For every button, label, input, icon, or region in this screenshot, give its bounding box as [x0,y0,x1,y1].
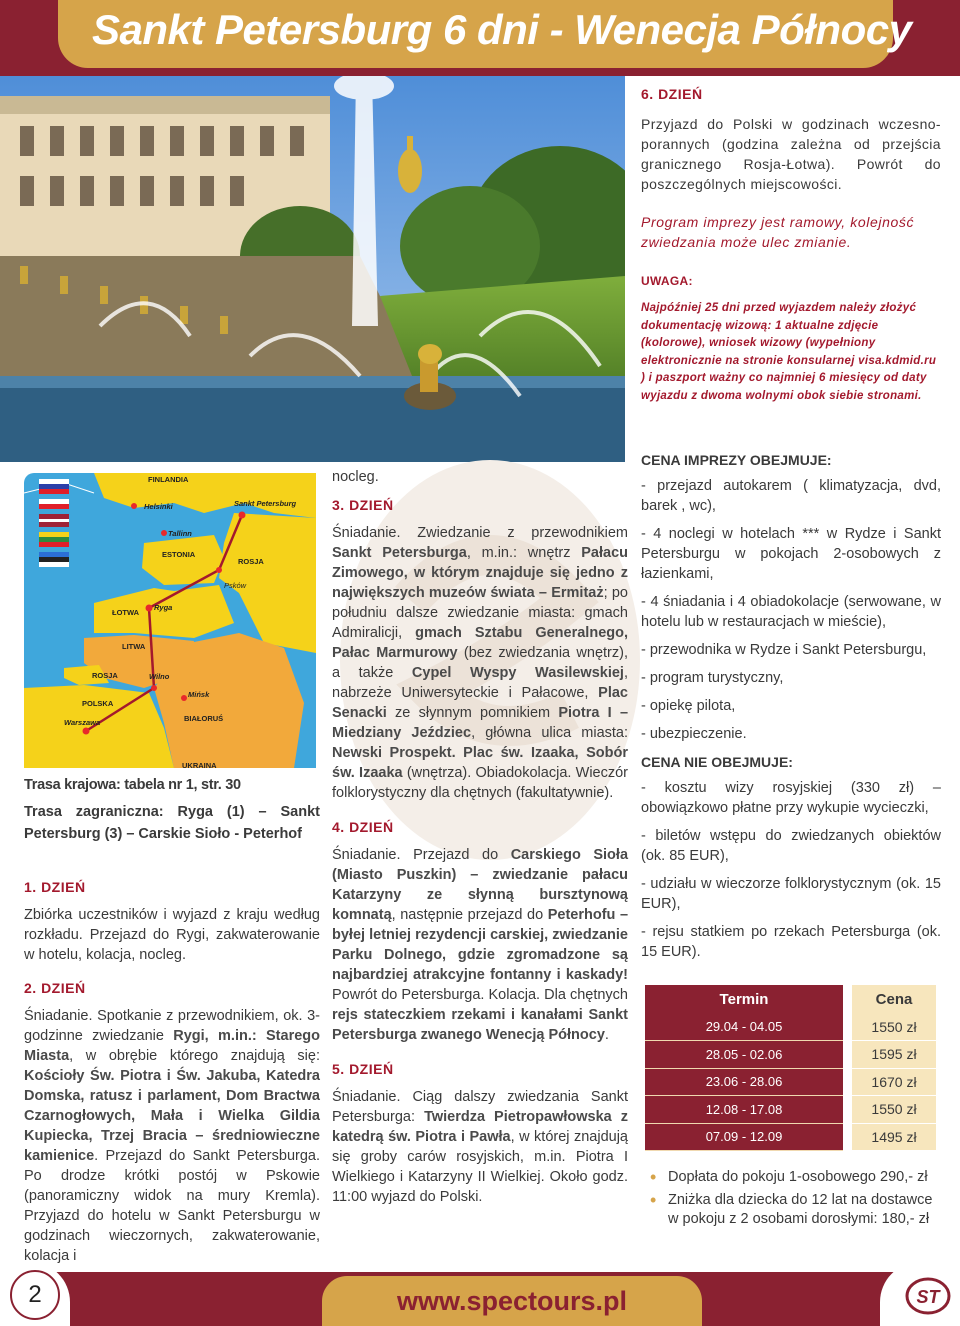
day3-highlight: Cypel Wyspy Wasilewskiej [411,665,624,681]
cena-nie-obejmuje-item: - biletów wstępu do zwiedzanych obiektów (ok. 85 EUR), [641,828,941,864]
price-table-header [645,986,936,1014]
extras-item-text: Dopłata do pokoju 1-osobowego 290,- zł [668,1169,928,1185]
uwaga-heading: UWAGA: [641,274,693,288]
day1-text: Zbiórka uczestników i wyjazd z kraju według rozkładu. Przejazd do Rygi, zakwaterowanie w hotelu, kolacja, nocleg. [24,907,320,963]
cena-nie-obejmuje-item: - kosztu wizy rosyjskiej (330 zł) – obowiązkowo płatne przy wykupie wycieczki, [641,780,941,816]
spectours-logo-icon [905,1276,951,1316]
price-table-price: 1550 zł [852,1096,936,1124]
day3-highlight: gmach Sztabu Generalnego, Pałac Marmurowy [332,625,628,661]
map-label-bialorus: BIAŁORUŚ [184,714,224,723]
peterhof-fountains-photo [0,76,625,462]
day2-heading: 2. DZIEŃ [24,980,86,996]
price-table-price: 1670 zł [852,1069,936,1097]
map-label-wilno: Wilno [149,672,170,681]
cena-obejmuje-item: - przejazd autokarem ( klimatyzacja, dvd, barek , wc), [641,478,941,514]
day4-highlight: Carskiego Sioła (Miasto Puszkin) – zwiedzanie pałacu Katarzyny ze słynną bursztynową komnatą [332,847,629,923]
uwaga-text: Najpóźniej 25 dni przed wyjazdem należy złożyć dokumentację wizową: 1 aktualne zdjęcie (kolorowe), wniosek wizowy (wypełniony elektronicznie na stronie konsularnej visa.kdmid.ru ) i paszport ważny co najmniej 6 miesięcy od daty wyjazdu z dwoma wolnymi obok siebie stronami. [641,302,937,402]
day3-text-part: (wnętrza). Obiadokolacja. Wieczór folklorystyczny dla chętnych (fakultatywnie). [332,765,628,801]
middle-column [332,467,628,1207]
page-title: Sankt Petersburg 6 dni - Wenecja Północy [92,6,912,53]
price-info-column [641,452,941,962]
day3-highlight: Plac Senacki [332,685,628,721]
day2-text [24,1006,320,1266]
price-table-row [645,1041,936,1069]
map-label-finlandia: FINLANDIA [148,475,189,484]
cena-nie-obejmuje-heading: CENA NIE OBEJMUJE: [641,754,793,770]
map-label-tallinn: Tallinn [168,529,192,538]
map-label-polska: POLSKA [82,699,114,708]
logo-text: ST [916,1287,940,1307]
price-table-term-header: Termin [645,985,843,1015]
day6-heading: 6. DZIEŃ [641,86,703,102]
website-link[interactable]: www.spectours.pl [322,1276,702,1326]
day1-heading: 1. DZIEŃ [24,879,86,895]
day2-text-part: Śniadanie. Spotkanie z przewodnikiem, ok. 3-godzinne zwiedzanie [24,1008,320,1044]
cena-nie-obejmuje-item: - udziału w wieczorze folklorystycznym (ok. 15 EUR), [641,876,941,912]
day4-text-part: Powrót do Petersburga. Kolacja. Dla chętnych [332,987,628,1003]
day5-heading: 5. DZIEŃ [332,1061,394,1077]
day4-text-part: . [604,1027,609,1043]
day2-highlight: Rygi, m.in.: Starego Miasta [24,1028,320,1064]
left-column [24,777,320,1266]
day5-highlight: Twierdza Pietropawłowska z katedrą św. Piotra i Pawła [332,1109,628,1145]
day4-highlight: Peterhofu – byłej letniej rezydencji carskiej, zwiedzanie Parku Dolnego, gdzie zgromadzone są najbardziej atrakcyjne fontanny i kaskady! [332,907,629,983]
price-table-term: 12.08 - 17.08 [645,1096,843,1124]
day4-text-part: Śniadanie. Przejazd do [332,847,511,863]
day5-text-part: Śniadanie. Ciąg dalszy zwiedzania Sankt Petersburga: [332,1089,628,1125]
price-table-price: 1550 zł [852,1014,936,1042]
map-label-lotwa: ŁOTWA [112,608,140,617]
day3-text-part: (bez zwiedzania wnętrz), a także [332,645,628,681]
price-table-term: 23.06 - 28.06 [645,1069,843,1097]
extras-item [650,1191,942,1229]
day4-text [332,845,628,1045]
day3-heading: 3. DZIEŃ [332,497,394,513]
day4-text-part: , następnie przejazd do [391,907,548,923]
day3-text-part: ; po południu dalsze zwiedzanie miasta: gmach Admiralicji, [332,585,629,641]
trasa-krajowa: Trasa krajowa: tabela nr 1, str. 30 [24,777,241,793]
day3-highlight: Pałacu Zimowego, w którym znajduje się jedno z największych muzeów świata – Ermitaż [332,545,628,601]
price-table-price: 1595 zł [852,1041,936,1069]
cena-obejmuje-item: - opiekę pilota, [641,698,736,714]
price-table-term: 28.05 - 02.06 [645,1041,843,1069]
extras-item-text: Zniżka dla dziecka do 12 lat na dostawce w pokoju z 2 osobami dorosłymi: 180,- zł [668,1192,933,1227]
day3-highlight: Sankt Petersburga [332,545,467,561]
map-label-sankt-petersburg: Sankt Petersburg [234,499,297,508]
map-label-estonia: ESTONIA [162,550,196,559]
day3-text-part: , główna ulica miasta: [471,725,629,741]
route-map [24,473,316,768]
day3-highlight: Newski Prospekt. Plac św. Izaaka, Sobór św. Izaaka [332,745,628,781]
extras-item [650,1168,942,1187]
price-table [645,986,936,1151]
map-label-rosja-west: ROSJA [92,671,118,680]
day3-text-part: , nabrzeże Uniwersyteckie i Pałacowe, [332,665,628,701]
program-note: Program imprezy jest ramowy, kolejność zwiedzania może ulec zmianie. [641,214,915,250]
day3-text [332,523,628,803]
price-table-term: 07.09 - 12.09 [645,1124,843,1152]
map-label-pskow: Psków [224,581,247,590]
page-number: 2 [10,1270,60,1320]
price-table-term: 29.04 - 04.05 [645,1014,843,1042]
cena-obejmuje-item: - 4 noclegi w hotelach *** w Rydze i Sankt Petersburgu w pokojach 2-osobowych z łazienkami, [641,526,941,582]
map-label-helsinki: Helsinki [144,502,173,511]
map-label-warszawa: Warszawa [64,718,101,727]
day4-heading: 4. DZIEŃ [332,819,394,835]
price-table-row [645,1014,936,1042]
day6-section [641,86,941,405]
cena-obejmuje-item: - ubezpieczenie. [641,726,747,742]
day2-text-part: , w obrębie którego znajdują się: [69,1048,320,1064]
extras-list [650,1168,942,1233]
price-table-row [645,1124,936,1152]
cena-nie-obejmuje-item: - rejsu statkiem po rzekach Petersburga (ok. 15 EUR). [641,924,941,960]
day2-highlight: Kościoły Św. Piotra i Św. Jakuba, Katedra Domska, ratusz i parlament, Dom Bractwa Czarnogłowych, Mała i Wielka Gildia Kupiecka, Trzej Bracia – średniowieczne kamienice [24,1068,320,1164]
day3-text-part: ze słynnym pomnikiem [386,705,559,721]
day4-highlight: rejs stateczkiem rzekami i kanałami Sankt Petersburga zwanego Wenecją Północy [332,1007,628,1043]
day3-highlight: Piotra I – Miedziany Jeździec [332,705,629,741]
price-table-price: 1495 zł [852,1124,936,1152]
map-label-ryga: Ryga [154,603,173,612]
bullet-icon: • [650,1167,657,1187]
day5-text [332,1087,628,1207]
cena-obejmuje-item: - przewodnika w Rydze i Sankt Petersburgu, [641,642,927,658]
cena-obejmuje-item: - 4 śniadania i 4 obiadokolacje (serwowane, w hotelu lub w restauracjach w mieście), [641,594,941,630]
map-label-litwa: LITWA [122,642,146,651]
price-table-price-header: Cena [852,985,936,1015]
price-table-row [645,1096,936,1124]
map-label-minsk: Mińsk [188,690,210,699]
map-label-ukraina: UKRAINA [182,761,217,768]
day2-continuation: nocleg. [332,469,379,485]
cena-obejmuje-heading: CENA IMPREZY OBEJMUJE: [641,452,832,468]
trasa-zagraniczna: Trasa zagraniczna: Ryga (1) – Sankt Petersburg (3) – Carskie Sioło - Peterhof [24,804,320,842]
map-label-rosja-east: ROSJA [238,557,264,566]
cena-obejmuje-item: - program turystyczny, [641,670,784,686]
day3-text-part: Śniadanie. Zwiedzanie z przewodnikiem [332,525,628,541]
day3-text-part: , m.in.: wnętrz [466,545,582,561]
day6-text: Przyjazd do Polski w godzinach wczesno-porannych (godzina zależna od przejścia granicznego Rosja-Łotwa). Powrót do poszczególnych miejscowości. [641,116,941,192]
bullet-icon: • [650,1190,657,1210]
day5-text-part: , w której znajdują się groby carów rosyjskich, m.in. Piotra I Wielkiego i Katarzyny II Wielkiej. Około godz. 11:00 wyjazd do Polski. [332,1129,628,1205]
price-table-row [645,1069,936,1097]
day2-text-part: . Przejazd do Sankt Petersburga. Po drodze krótki postój w Pskowie (panoramiczny widok na mury Kremla). Przyjazd do hotelu w Sankt Petersburgu w godzinach wieczornych, zakwaterowanie, kolacja i [24,1148,320,1264]
